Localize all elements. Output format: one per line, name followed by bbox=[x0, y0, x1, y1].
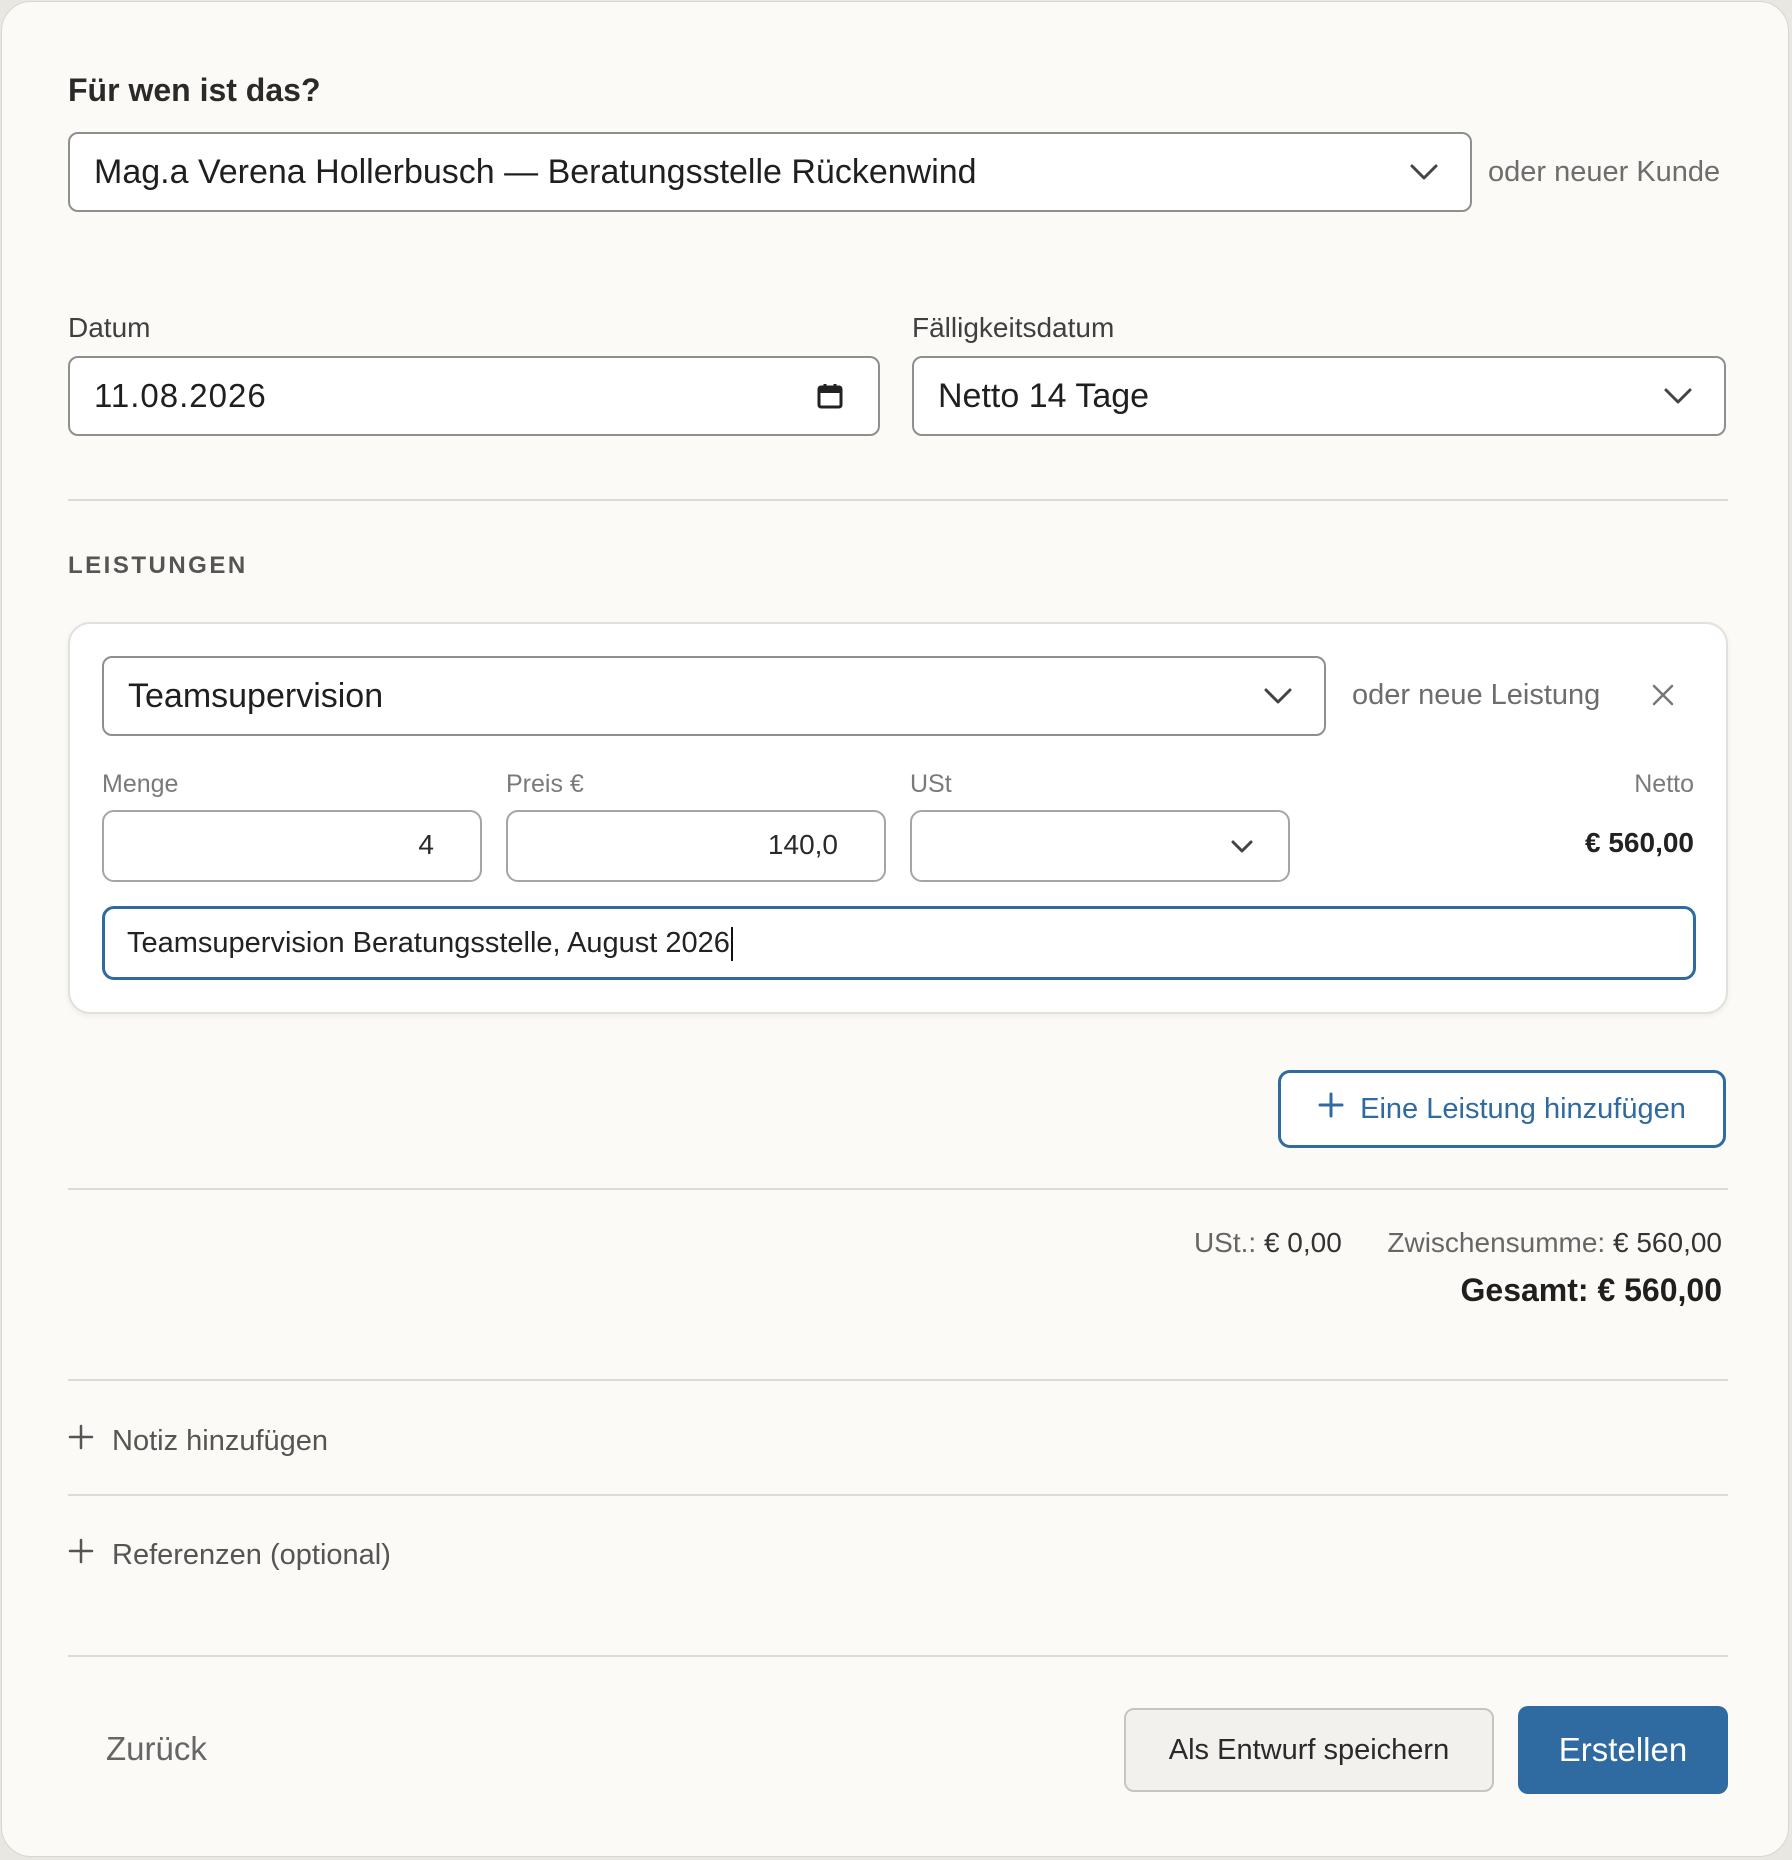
chevron-down-icon bbox=[1404, 152, 1444, 192]
subtotal-label: Zwischensumme: bbox=[1387, 1227, 1606, 1258]
plus-icon bbox=[1318, 1092, 1344, 1126]
vat-label: USt bbox=[910, 770, 952, 798]
references-label: Referenzen (optional) bbox=[112, 1538, 391, 1571]
date-label: Datum bbox=[68, 312, 151, 343]
divider bbox=[68, 499, 1728, 501]
remove-item-close-icon[interactable] bbox=[1650, 682, 1676, 713]
divider bbox=[68, 1188, 1728, 1190]
price-label: Preis € bbox=[506, 770, 584, 798]
description-input-value: Teamsupervision Beratungsstelle, August 2026 bbox=[127, 927, 730, 959]
service-select[interactable] bbox=[102, 656, 1326, 736]
add-note-toggle[interactable] bbox=[68, 1424, 328, 1458]
date-input-value: 11.08.2026 bbox=[94, 377, 267, 414]
due-date-label: Fälligkeitsdatum bbox=[912, 312, 1115, 343]
subtotal-value: € 560,00 bbox=[1613, 1227, 1722, 1258]
back-button[interactable]: Zurück bbox=[106, 1730, 207, 1767]
chevron-down-icon bbox=[1658, 376, 1698, 416]
services-section-title: LEISTUNGEN bbox=[68, 552, 248, 579]
divider bbox=[68, 1494, 1728, 1496]
due-date-select-value: Netto 14 Tage bbox=[938, 376, 1150, 415]
description-input[interactable] bbox=[102, 906, 1696, 980]
chevron-down-icon bbox=[1258, 676, 1298, 716]
save-draft-button[interactable]: Als Entwurf speichern bbox=[1124, 1708, 1494, 1792]
quantity-label: Menge bbox=[102, 770, 179, 798]
vat-total-value: € 0,00 bbox=[1263, 1227, 1342, 1258]
grand-total: Gesamt: € 560,00 bbox=[1460, 1272, 1722, 1308]
add-service-button[interactable] bbox=[1278, 1070, 1726, 1148]
create-button[interactable]: Erstellen bbox=[1518, 1706, 1728, 1794]
vat-total-label: USt.: bbox=[1193, 1227, 1257, 1258]
price-input[interactable]: 140,0 bbox=[506, 810, 886, 882]
due-date-select[interactable] bbox=[912, 356, 1726, 436]
invoice-form-card bbox=[1, 1, 1789, 1857]
service-select-value: Teamsupervision bbox=[128, 676, 384, 715]
new-customer-link[interactable]: oder neuer Kunde bbox=[1488, 156, 1721, 188]
add-service-button-label: Eine Leistung hinzufügen bbox=[1360, 1092, 1686, 1125]
divider bbox=[68, 1655, 1728, 1657]
quantity-input[interactable]: 4 bbox=[102, 810, 482, 882]
customer-question-heading: Für wen ist das? bbox=[68, 72, 321, 108]
calendar-icon[interactable] bbox=[810, 376, 850, 416]
service-item-card bbox=[68, 622, 1728, 1014]
totals-summary-line bbox=[1194, 1227, 1722, 1259]
add-note-label: Notiz hinzufügen bbox=[112, 1424, 329, 1457]
chevron-down-icon bbox=[1222, 826, 1262, 866]
customer-select[interactable] bbox=[68, 132, 1472, 212]
plus-icon bbox=[68, 1424, 94, 1458]
divider bbox=[68, 1379, 1728, 1381]
vat-select[interactable] bbox=[910, 810, 1290, 882]
plus-icon bbox=[68, 1538, 94, 1572]
date-input[interactable] bbox=[68, 356, 880, 436]
new-service-link[interactable]: oder neue Leistung bbox=[1352, 679, 1601, 711]
references-toggle[interactable] bbox=[68, 1538, 391, 1572]
customer-select-value: Mag.a Verena Hollerbusch — Beratungsstelle Rückenwind bbox=[94, 152, 977, 191]
net-label: Netto bbox=[1634, 770, 1694, 798]
text-cursor bbox=[731, 927, 733, 961]
net-value: € 560,00 bbox=[1585, 827, 1694, 858]
